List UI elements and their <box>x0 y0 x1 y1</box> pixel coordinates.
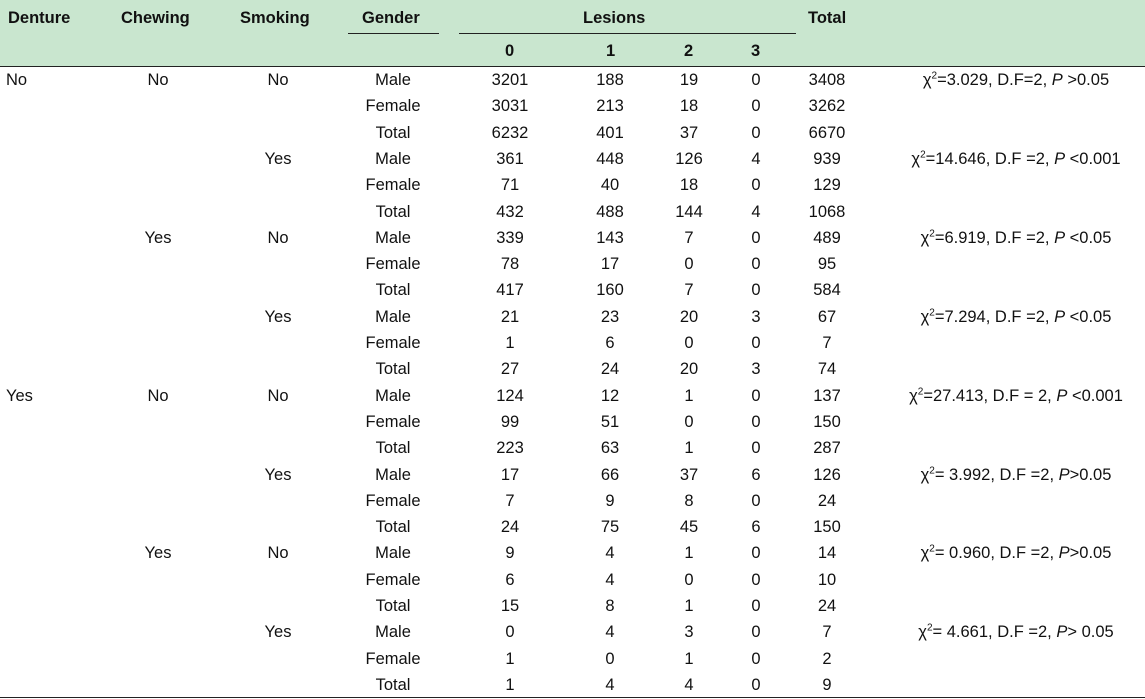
cell-lesion-2: 4 <box>684 676 694 694</box>
cell-gender: Male <box>375 229 411 247</box>
cell-lesion-1: 4 <box>605 676 615 694</box>
cell-lesion-2: 18 <box>679 97 699 115</box>
table-bottom-rule <box>0 697 1145 698</box>
cell-lesion-0: 17 <box>500 466 520 484</box>
cell-total: 2 <box>822 650 832 668</box>
cell-lesion-0: 7 <box>505 492 515 510</box>
cell-gender: Female <box>365 97 421 115</box>
chi-square-chi: χ <box>909 387 918 405</box>
cell-lesion-0: 24 <box>500 518 520 536</box>
cell-lesion-1: 401 <box>596 124 624 142</box>
cell-lesion-0: 9 <box>505 544 515 562</box>
cell-chewing: Yes <box>144 544 172 562</box>
cell-gender: Female <box>365 255 421 273</box>
cell-gender: Total <box>375 281 411 299</box>
chi-square-chi: χ <box>920 308 930 326</box>
cell-gender: Male <box>375 387 411 405</box>
cell-total: 95 <box>817 255 837 273</box>
cell-lesion-1: 213 <box>596 97 624 115</box>
cell-lesion-1: 17 <box>600 255 620 273</box>
chi-square-exp: 2 <box>917 386 924 398</box>
cell-lesion-2: 45 <box>679 518 699 536</box>
chi-square-rest: <0.001 <box>1067 387 1123 405</box>
cell-total: 7 <box>822 334 832 352</box>
cell-lesion-1: 40 <box>600 176 620 194</box>
cell-lesion-1: 4 <box>605 571 615 589</box>
header-lesion-2: 2 <box>684 42 694 60</box>
cell-lesion-2: 7 <box>684 281 694 299</box>
header-lesions: Lesions <box>583 9 646 27</box>
cell-lesion-2: 0 <box>684 334 694 352</box>
chi-square-val: =14.646, D.F =2, <box>925 150 1055 168</box>
cell-gender: Male <box>375 150 411 168</box>
chi-square-p: P <box>1058 544 1070 562</box>
cell-lesion-0: 15 <box>500 597 520 615</box>
chi-square-exp: 2 <box>929 307 935 319</box>
cell-lesion-3: 0 <box>751 334 761 352</box>
cell-lesion-0: 27 <box>500 360 520 378</box>
cell-gender: Male <box>375 623 411 641</box>
chi-square-chi: χ <box>911 150 921 168</box>
cell-gender: Total <box>375 676 411 694</box>
cell-smoking: No <box>267 387 289 405</box>
cell-lesion-1: 23 <box>600 308 620 326</box>
cell-lesion-3: 0 <box>751 597 761 615</box>
cell-smoking: No <box>267 229 289 247</box>
cell-lesion-3: 0 <box>751 676 761 694</box>
chi-square-chi: χ <box>920 229 930 247</box>
cell-total: 3262 <box>808 97 846 115</box>
cell-total: 24 <box>817 492 837 510</box>
cell-total: 9 <box>822 676 832 694</box>
header-lesion-3: 3 <box>751 42 761 60</box>
cell-lesion-1: 4 <box>605 544 615 562</box>
cell-lesion-0: 6 <box>505 571 515 589</box>
cell-gender: Female <box>365 413 421 431</box>
cell-gender: Total <box>375 360 411 378</box>
cell-lesion-3: 0 <box>751 623 761 641</box>
chi-square-chi: χ <box>920 466 930 484</box>
cell-lesion-2: 20 <box>679 360 699 378</box>
cell-total: 137 <box>813 387 841 405</box>
chi-square-exp: 2 <box>929 543 935 555</box>
cell-lesion-2: 1 <box>684 387 694 405</box>
chi-square-exp: 2 <box>926 622 933 634</box>
header-bottom-rule <box>0 66 1145 67</box>
cell-lesion-0: 1 <box>505 650 515 668</box>
cell-lesion-1: 143 <box>596 229 624 247</box>
chi-square-chi: χ <box>922 71 932 89</box>
cell-smoking: Yes <box>264 150 292 168</box>
cell-gender: Female <box>365 571 421 589</box>
cell-gender: Female <box>365 650 421 668</box>
cell-lesion-1: 4 <box>605 623 615 641</box>
cell-lesion-0: 223 <box>496 439 524 457</box>
cell-lesion-3: 0 <box>751 255 761 273</box>
cell-lesion-0: 21 <box>500 308 520 326</box>
chi-square-p: P <box>1056 387 1068 405</box>
cell-gender: Total <box>375 124 411 142</box>
cell-lesion-2: 144 <box>675 203 703 221</box>
cell-total: 489 <box>813 229 841 247</box>
cell-chi-square <box>921 307 1112 327</box>
cell-total: 1068 <box>808 203 846 221</box>
cell-gender: Total <box>375 597 411 615</box>
header-chewing: Chewing <box>121 9 190 27</box>
cell-total: 74 <box>817 360 837 378</box>
cell-gender: Total <box>375 518 411 536</box>
cell-smoking: Yes <box>264 466 292 484</box>
cell-total: 939 <box>813 150 841 168</box>
chi-square-exp: 2 <box>929 228 935 240</box>
cell-lesion-1: 51 <box>600 413 620 431</box>
cell-gender: Male <box>375 466 411 484</box>
gender-underline <box>348 33 439 34</box>
cell-denture: Yes <box>6 387 33 405</box>
cell-gender: Female <box>365 492 421 510</box>
cell-lesion-3: 0 <box>751 492 761 510</box>
chi-square-rest: >0.05 <box>1069 466 1112 484</box>
chi-square-val: = 0.960, D.F =2, <box>934 544 1059 562</box>
cell-gender: Female <box>365 176 421 194</box>
chi-square-val: =7.294, D.F =2, <box>934 308 1055 326</box>
cell-gender: Male <box>375 71 411 89</box>
cell-lesion-1: 75 <box>600 518 620 536</box>
cell-lesion-2: 1 <box>684 650 694 668</box>
cell-total: 67 <box>817 308 837 326</box>
chi-square-chi: χ <box>918 623 927 641</box>
chi-square-p: P <box>1054 229 1066 247</box>
cell-total: 6670 <box>808 124 846 142</box>
header-lesion-0: 0 <box>505 42 515 60</box>
cell-chi-square <box>921 228 1112 248</box>
cell-lesion-1: 188 <box>596 71 624 89</box>
cell-lesion-1: 448 <box>596 150 624 168</box>
cell-lesion-0: 99 <box>500 413 520 431</box>
cell-lesion-0: 3201 <box>491 71 529 89</box>
cell-denture: No <box>6 71 28 89</box>
cell-lesion-2: 3 <box>684 623 694 641</box>
cell-total: 126 <box>813 466 841 484</box>
cell-gender: Total <box>375 203 411 221</box>
cell-total: 24 <box>817 597 837 615</box>
cell-lesion-3: 0 <box>751 176 761 194</box>
cell-lesion-3: 4 <box>751 203 761 221</box>
cell-lesion-2: 0 <box>684 571 694 589</box>
cell-lesion-1: 488 <box>596 203 624 221</box>
cell-lesion-0: 124 <box>496 387 524 405</box>
chi-square-chi: χ <box>920 544 930 562</box>
cell-lesion-0: 417 <box>496 281 524 299</box>
chi-square-exp: 2 <box>929 465 935 477</box>
cell-chewing: No <box>147 387 169 405</box>
chi-square-val: = 4.661, D.F =2, <box>932 623 1057 641</box>
cell-lesion-2: 126 <box>675 150 703 168</box>
chi-square-exp: 2 <box>931 70 938 82</box>
chi-square-rest: <0.05 <box>1065 308 1112 326</box>
header-gender: Gender <box>362 9 420 27</box>
cell-chi-square <box>921 465 1112 485</box>
cell-total: 287 <box>813 439 841 457</box>
cell-lesion-2: 20 <box>679 308 699 326</box>
chi-square-rest: > 0.05 <box>1067 623 1114 641</box>
cell-lesion-0: 432 <box>496 203 524 221</box>
header-smoking: Smoking <box>240 9 310 27</box>
cell-smoking: Yes <box>264 623 292 641</box>
cell-lesion-0: 0 <box>505 623 515 641</box>
cell-total: 150 <box>813 518 841 536</box>
cell-lesion-2: 7 <box>684 229 694 247</box>
cell-lesion-2: 18 <box>679 176 699 194</box>
cell-lesion-2: 19 <box>679 71 699 89</box>
cell-total: 584 <box>813 281 841 299</box>
cell-lesion-2: 1 <box>684 544 694 562</box>
cell-lesion-3: 0 <box>751 571 761 589</box>
cell-lesion-3: 0 <box>751 439 761 457</box>
lesions-underline <box>459 33 796 34</box>
cell-lesion-3: 3 <box>751 308 761 326</box>
cell-total: 7 <box>822 623 832 641</box>
cell-chi-square <box>923 70 1109 90</box>
cell-lesion-3: 0 <box>751 281 761 299</box>
chi-square-rest: >0.05 <box>1069 544 1112 562</box>
header-lesion-1: 1 <box>606 42 616 60</box>
cell-lesion-0: 71 <box>500 176 520 194</box>
cell-lesion-3: 0 <box>751 544 761 562</box>
cell-lesion-3: 6 <box>751 466 761 484</box>
cell-lesion-2: 1 <box>684 597 694 615</box>
cell-total: 10 <box>817 571 837 589</box>
chi-square-val: =3.029, D.F=2, <box>937 71 1052 89</box>
cell-lesion-1: 160 <box>596 281 624 299</box>
cell-lesion-1: 66 <box>600 466 620 484</box>
cell-lesion-1: 24 <box>600 360 620 378</box>
cell-lesion-0: 6232 <box>491 124 529 142</box>
chi-square-val: =6.919, D.F =2, <box>934 229 1055 247</box>
cell-chi-square <box>909 386 1123 406</box>
cell-lesion-0: 78 <box>500 255 520 273</box>
cell-lesion-0: 3031 <box>491 97 529 115</box>
chi-square-rest: <0.001 <box>1065 150 1121 168</box>
cell-lesion-3: 0 <box>751 387 761 405</box>
cell-lesion-3: 4 <box>751 150 761 168</box>
cell-lesion-2: 0 <box>684 413 694 431</box>
cell-gender: Female <box>365 334 421 352</box>
cell-total: 129 <box>813 176 841 194</box>
cell-lesion-2: 8 <box>684 492 694 510</box>
cell-smoking: No <box>267 544 289 562</box>
cell-lesion-2: 1 <box>684 439 694 457</box>
cell-gender: Male <box>375 544 411 562</box>
cell-lesion-3: 0 <box>751 97 761 115</box>
cell-lesion-3: 0 <box>751 124 761 142</box>
cell-chewing: No <box>147 71 169 89</box>
chi-square-val: =27.413, D.F = 2, <box>923 387 1057 405</box>
cell-chewing: Yes <box>144 229 172 247</box>
chi-square-exp: 2 <box>920 149 926 161</box>
cell-smoking: Yes <box>264 308 292 326</box>
chi-square-p: P <box>1056 623 1068 641</box>
cell-total: 150 <box>813 413 841 431</box>
chi-square-p: P <box>1051 71 1063 89</box>
chi-square-p: P <box>1054 150 1066 168</box>
table-header <box>0 0 1145 66</box>
cell-lesion-2: 37 <box>679 466 699 484</box>
cell-lesion-1: 8 <box>605 597 615 615</box>
chi-square-rest: <0.05 <box>1065 229 1112 247</box>
cell-total: 14 <box>817 544 837 562</box>
cell-lesion-3: 0 <box>751 650 761 668</box>
chi-square-p: P <box>1058 466 1070 484</box>
cell-chi-square <box>918 622 1113 642</box>
cell-lesion-1: 0 <box>605 650 615 668</box>
cell-lesion-0: 339 <box>496 229 524 247</box>
cell-chi-square <box>921 543 1112 563</box>
cell-lesion-1: 6 <box>605 334 615 352</box>
chi-square-val: = 3.992, D.F =2, <box>934 466 1059 484</box>
cell-lesion-1: 12 <box>600 387 620 405</box>
chi-square-p: P <box>1054 308 1066 326</box>
header-denture: Denture <box>8 9 71 27</box>
cell-lesion-1: 9 <box>605 492 615 510</box>
cell-chi-square <box>911 149 1120 169</box>
cell-lesion-3: 0 <box>751 413 761 431</box>
cell-lesion-0: 1 <box>505 334 515 352</box>
cell-lesion-1: 63 <box>600 439 620 457</box>
cell-lesion-2: 37 <box>679 124 699 142</box>
cell-lesion-0: 361 <box>496 150 524 168</box>
cell-gender: Male <box>375 308 411 326</box>
cell-lesion-3: 0 <box>751 229 761 247</box>
cell-lesion-3: 3 <box>751 360 761 378</box>
cell-total: 3408 <box>808 71 846 89</box>
header-total: Total <box>808 9 847 27</box>
cell-lesion-3: 0 <box>751 71 761 89</box>
cell-smoking: No <box>267 71 289 89</box>
cell-lesion-2: 0 <box>684 255 694 273</box>
cell-lesion-3: 6 <box>751 518 761 536</box>
cell-lesion-0: 1 <box>505 676 515 694</box>
cell-gender: Total <box>375 439 411 457</box>
chi-square-rest: >0.05 <box>1062 71 1110 89</box>
